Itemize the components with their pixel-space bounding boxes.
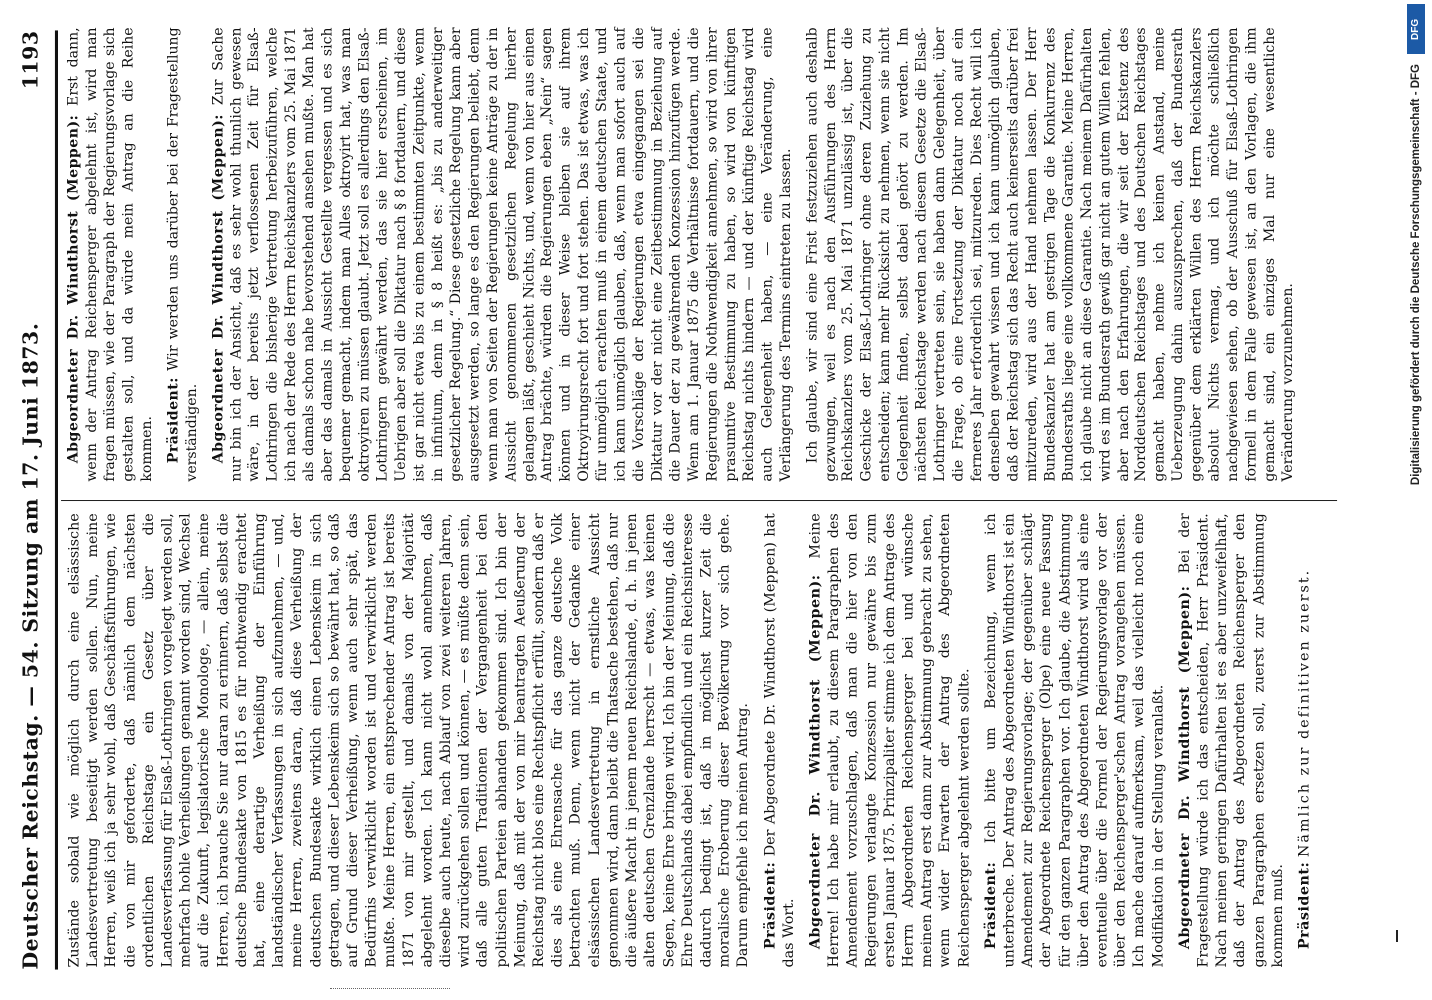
dfg-logo: DFG [1407, 4, 1425, 54]
dfg-credit-text: Digitalisierung gefördert durch die Deutsche Forschungsgemeinschaft - DFG [1410, 64, 1422, 486]
column-divider [61, 500, 1337, 501]
speaker-label: Präsident: [761, 861, 779, 950]
paragraph [1295, 513, 1314, 967]
speech-text: Ich bitte um Bezeichnung, wenn ich unterbreche. Der Antrag des Abgeordneten Windthorst ist ein Amendement zur Regierungsvorlage; der gegenüber schlägt der Abgeordnete Reichensperger (Olpe) eine neue Fassung für den ganzen Paragraphen vor. Ich glaube, die Abstimmung über den Antrag des Abgeordneten Windthorst wird als eine eventuelle über die Formel der Regierungsvorlage vor der über den Reichensperger'schen Antrag vorangehen müssen. Ich mache darauf aufmerksam, weil das vielleicht noch eine Modifikation in der Stellung veranlaßt. [982, 513, 1167, 968]
speech-text: Erst dann, wenn der Antrag Reichensperger abgelehnt ist, wird man fragen müssen, wie der Paragraph der Regierungsvorlage sich gestalten soll, und da würde mein Antrag an die Reihe kommen. [65, 27, 155, 482]
dfg-margin-credit [1404, 4, 1430, 784]
header-rule [55, 30, 58, 969]
right-column [65, 27, 1306, 481]
paragraph [210, 27, 796, 481]
paragraph [761, 513, 798, 967]
paragraph [165, 27, 202, 481]
paragraph [65, 27, 157, 481]
header-session: Sitzung am 17. Juni 1873. [18, 322, 43, 633]
speaker-label: Präsident: [1296, 861, 1313, 950]
speech-text: Zur Sache nur bin ich der Ansicht, daß es sehr wohl thunlich gewesen wäre, in der bereits jetzt verflossenen Zeit für Elsaß-Lothringen die bisherige Vertretung herbeizuführen, welche ich nach der Rede des Herrn Reichskanzlers vom 25. Mai 1871 als damals schon nahe bevorstehend ansehen mußte. Man hat aber das damals in Aussicht Gestellte vergessen und es sich bequemer gemacht, indem man Alles oktroyirt hat, was man oktroyiren zu müssen glaubt. Jetzt soll es allerdings den Elsaß-Lothringern gewährt werden, das sie hier erscheinen, im Uebrigen aber soll die Diktatur nach § 8 fortdauern, und diese ist gar nicht etwa bis zu einem bestimmten Zeitpunkte, wenn in infinitum, denn in § 8 heißt es: „bis zu anderweitiger gesetzlicher Regelung.“ Diese gesetzliche Regelung kann aber ausgesetzt werden, so lange es den Regierungen beliebt, denn wenn man von Seiten der Regierungen keine Anträge zu der in Aussicht genommenen gesetzlichen Regelung hierher gelangen läßt, geschieht Nichts, und, wenn von hier aus einen Antrag brächte, würden die Regierungen eben „Nein“ sagen können und in dieser Weise bleiben sie auf ihrem Oktroyirungsrecht fort und fort stehen. Das ist etwas, was ich für unmöglich erachten muß in einem deutschen Staate, und ich kann unmöglich glauben, daß, wenn man sofort auch auf die Vorschläge der Regierungen etwa eingegangen sei die Diktatur vor der nicht eine Zeitbestimmung in Beziehung auf die Dauer der zu gewährenden Konzession hinzufügen werde. Wenn am 1. Januar 1875 die Verhältnisse fortdauern, und die Regierungen die Nothwendigkeit annehmen, so wird von ihrer prasumtive Bestimmung zu haben, so wird von künftigen Reichstag nichts hindern — und der künftige Reichstag wird auch Gelegenheit haben, — eine Veränderung, eine Verlängerung des Termins eintreten zu lassen. [209, 27, 794, 482]
page-frame [2, 10, 1390, 990]
header-page-number: 1193 [18, 30, 43, 90]
paragraph [982, 513, 1168, 967]
speech-text: Der Abgeordnete Dr. Windthorst (Meppen) hat das Wort. [761, 513, 797, 968]
running-header [18, 30, 53, 969]
speaker-label: Präsident: [982, 861, 999, 950]
speaker-label: Abgeordneter Dr. Windthorst (Meppen): [1176, 585, 1193, 950]
paragraph: Ich glaube, wir sind eine Frist festzuziehen auch deshalb gezwungen, weil es nach den Ausführungen des Herrn Reichskanzlers vom 25. Mai 1871 unzulässig ist, über die Geschicke der Elsaß-Lothringer ohne deren Zuziehung zu entscheiden; kann mehr Rücksicht zu nehmen, wenn sie nicht Gelegenheit finden, selbst dabei gehört zu werden. Im nächsten Reichstage werden nach diesem Gesetze die Elsaß-Lothringer vertreten sein, sie haben dann Gelegenheit, über die Frage, ob eine Fortsetzung der Diktatur noch auf ein ferneres Jahr erforderlich sei, mitzureden. Dies Recht will ich denselben gewahrt wissen und ich kann unmöglich glauben, daß der Reichstag sich das Recht auch keinerseits darüber frei mitzureden, wird aus der Hand nehmen lassen. Der Herr Bundeskanzler hat am gestrigen Tage die Konkurrenz des Bundesraths liege eine vollkommene Garantie. Meine Herren, ich glaube nicht an diese Garantie. Nach meinem Dafürhalten wird es im Bundesrath gewiß gar nicht an gutem Willen fehlen, aber nach den Erfahrungen, die wir seit der Existenz des Norddeutschen Reichstages und des Deutschen Reichstages gemacht haben, nehme ich keinen Anstand, meine Ueberzeugung dahin auszusprechen, daß der Bundesrath gegenüber dem erklärten Willen des Herrn Reichskanzlers absolut Nichts vermag, und ich möchte schließlich nachgewiesen sehen, ob der Ausschuß für Elsaß-Lothringen formell in dem Falle gewesen ist, an den Vorlagen, die ihm gemacht sind, ein einziges Mal nur eine wesentliche Veränderung vorzunehmen. [803, 27, 1297, 482]
paragraph [806, 513, 973, 967]
speaker-label: Abgeordneter Dr. Windthorst (Meppen): [807, 574, 824, 950]
speech-text: Meine Herren! Ich habe mir erlaubt, zu diesem Paragraphen des Amendement vorzuschlagen, daß man die hier von den Regierungen verlangte Konzession nur gewähre bis zum ersten Januar 1875. Prinzipaliter stimme ich dem Antrage des Herrn Abgeordneten Reichensperger bei und wünsche meinen Antrag erst dann zur Abstimmung gebracht zu sehen, wenn wider Erwarten der Antrag des Abgeordneten Reichensperger abgelehnt werden sollte. [807, 513, 973, 968]
speaker-label: Abgeordneter Dr. Windthorst (Meppen): [65, 114, 82, 464]
scanned-page [2, 10, 1390, 990]
paragraph: Zustände sobald wie möglich durch eine elsässische Landesvertretung beseitigt werden sollen. Nun, meine Herren, weiß ich ja sehr wohl, daß Geschäftsführungen, wie die von mir geforderte, daß nämlich dem nächsten ordentlichen Reichstage ein Gesetz über die Landesverfassung für Elsaß-Lothringen vorgelegt werden soll, mehrfach hohle Verheißungen genannt worden sind, Wechsel auf die Zukunft, legislatorische Monologe, — allein, meine Herren, ich brauche Sie nur daran zu erinnern, daß selbst die deutsche Bundesakte von 1815 es für nothwendig erachtet hat, eine derartige Verheißung der Einführung landständischer Verfassungen in sich aufzunehmen, — und, meine Herren, zweitens daran, daß diese Verheißung der deutschen Bundesakte wirklich einen Lebenskeim in sich getragen, und dieser Lebenskeim sich so bewährt hat, so daß auf Grund dieser Verheißung, wenn auch sehr spät, das Bedürfnis verwirklicht worden ist und verwirklicht werden mußte. Meine Herren, ein entsprechender Antrag ist bereits 1871 von mir gestellt, und damals von der Majorität abgelehnt worden. Ich kann nicht wohl annehmen, daß dieselbe auch heute, nach Ablauf von zwei weiteren Jahren, wird zurückgehen sollen und können, — es müßte denn sein, daß alle guten Traditionen der Vergangenheit bei den politischen Parteien abhanden gekommen sind. Ich bin der Meinung, daß mit der von mir beantragten Aeußerung der Reichstag nicht blos eine Rechtspflicht erfüllt, sondern daß er dies als eine Ehrensache für das ganze deutsche Volk betrachten muß. Denn, wenn nicht der Gedanke einer elsässischen Landesvertretung in ernstliche Aussicht genommen wird, dann bleibt die Thatsache bestehen, daß nur die äußere Macht in jenem neuen Reichslande, d. h. in jenen alten deutschen Grenzlande herrscht — etwas, was keinen Segen, keine Ehre bringen wird. Ich bin der Meinung, daß die Ehre Deutschlands dabei empfindlich und ein Reichsinteresse dadurch bedingt ist, daß in möglichst kurzer Zeit die moralische Eroberung dieser Bevölkerung vor sich gehe. Darum empfehle ich meinen Antrag. [66, 513, 752, 968]
paragraph [1176, 513, 1287, 967]
scan-edge [330, 988, 450, 989]
speech-text: Nämlich zur definitiven zuerst. [1296, 568, 1313, 858]
left-column [65, 513, 1322, 967]
speech-text: Bei der Fragestellung würde ich das entscheiden, Herr Präsident. Nach meinen geringen Dafürhalten ist es aber unzweifelhaft, daß der Antrag des Abgeordneten Reichensperger den ganzen Paragraphen ersetzen soll, zuerst zur Abstimmung kommen muß. [1176, 513, 1286, 968]
header-publication: Deutscher Reichstag. — 54. [18, 641, 43, 970]
speaker-label: Abgeordneter Dr. Windthorst (Meppen): [209, 113, 226, 464]
speaker-label: Präsident: [164, 376, 182, 464]
scan-mark [1396, 930, 1398, 942]
speech-text: Wir werden uns darüber bei der Fragestellung verständigen. [164, 27, 200, 482]
